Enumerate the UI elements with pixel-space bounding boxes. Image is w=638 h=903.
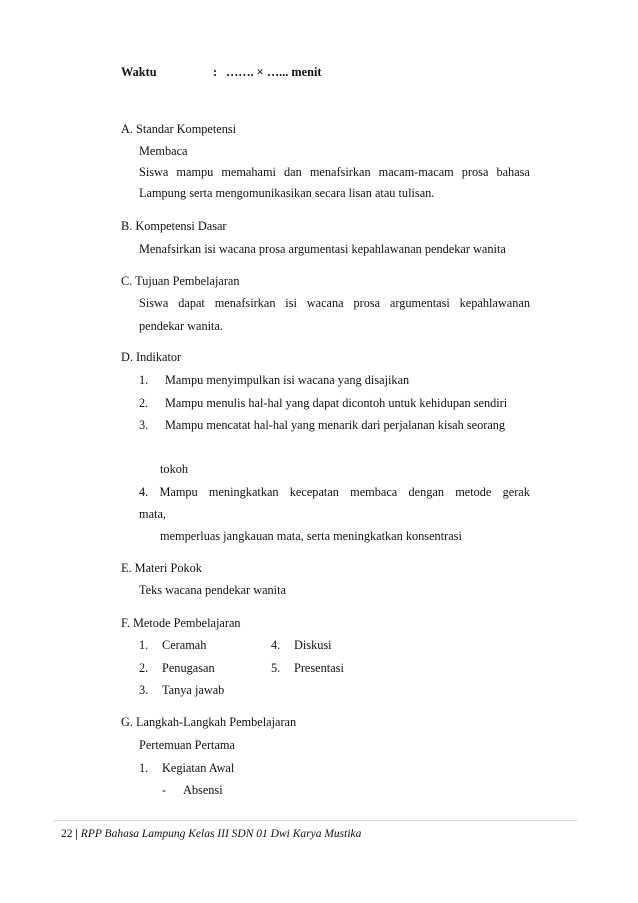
word: bahasa	[496, 165, 530, 179]
section-b-heading: B. Kompetensi Dasar	[121, 219, 227, 233]
section-g-sub: Pertemuan Pertama	[139, 738, 235, 752]
word: membaca	[350, 485, 398, 499]
indicator-1-num: 1.	[139, 373, 149, 387]
section-a-line1: Membaca	[139, 144, 188, 158]
section-e-heading: E. Materi Pokok	[121, 561, 202, 575]
waktu-label: Waktu	[121, 65, 157, 79]
word: isi	[285, 296, 297, 310]
section-g-heading: G. Langkah-Langkah Pembelajaran	[121, 715, 297, 729]
method-3-num: 3.	[139, 683, 149, 697]
section-a-line3: Lampung serta mengomunikasikan secara lisan atau tulisan.	[139, 186, 435, 200]
indicator-3-num: 3.	[139, 418, 149, 432]
section-c-heading: C. Tujuan Pembelajaran	[121, 274, 240, 288]
word: dengan	[408, 485, 444, 499]
step-1-text: Kegiatan Awal	[162, 761, 235, 775]
section-e-line1: Teks wacana pendekar wanita	[139, 583, 286, 597]
footer-divider	[53, 820, 577, 821]
word: dan	[284, 165, 302, 179]
waktu-colon: :	[213, 65, 218, 79]
footer-separator: |	[75, 828, 78, 840]
section-c-line2: pendekar wanita.	[139, 319, 223, 333]
indicator-1-text: Mampu menyimpulkan isi wacana yang disajikan	[165, 373, 410, 387]
method-1-num: 1.	[139, 638, 149, 652]
word: memahami	[221, 165, 276, 179]
indicator-4-cont2: memperluas jangkauan mata, serta meningkatkan konsentrasi	[160, 529, 462, 543]
method-4-num: 4.	[271, 638, 281, 652]
page-number: 22	[61, 828, 73, 840]
indicator-3-cont: tokoh	[160, 462, 189, 476]
section-a-line2	[139, 165, 530, 180]
word: Mampu	[159, 485, 198, 499]
indicator-2-num: 2.	[139, 396, 149, 410]
word: argumentasi	[389, 296, 450, 310]
word: meningkatkan	[208, 485, 279, 499]
word: macam-macam	[378, 165, 454, 179]
method-5-num: 5.	[271, 661, 281, 675]
word: prosa	[461, 165, 489, 179]
word: gerak	[502, 485, 530, 499]
section-a-heading: A. Standar Kompetensi	[121, 122, 237, 136]
word: wacana	[306, 296, 344, 310]
method-2-num: 2.	[139, 661, 149, 675]
footer-title: RPP Bahasa Lampung Kelas III SDN 01 Dwi Karya Mustika	[80, 828, 362, 840]
method-3-text: Tanya jawab	[162, 683, 225, 697]
method-5-text: Presentasi	[294, 661, 344, 675]
word: kepahlawanan	[459, 296, 530, 310]
word: menafsirkan	[309, 165, 371, 179]
word: menafsirkan	[214, 296, 276, 310]
step-1-num: 1.	[139, 761, 149, 775]
word: metode	[455, 485, 492, 499]
page-footer	[61, 828, 361, 840]
absensi-text: Absensi	[183, 783, 223, 797]
section-d-heading: D. Indikator	[121, 350, 182, 364]
method-1-text: Ceramah	[162, 638, 207, 652]
section-b-line1: Menafsirkan isi wacana prosa argumentasi kepahlawanan pendekar wanita	[139, 242, 506, 256]
word: kecepatan	[289, 485, 339, 499]
indicator-3-text: Mampu mencatat hal-hal yang menarik dari perjalanan kisah seorang	[165, 418, 506, 432]
word: 4.	[139, 485, 149, 499]
indicator-4-cont1: mata,	[139, 507, 166, 521]
section-f-heading: F. Metode Pembelajaran	[121, 616, 241, 630]
word: prosa	[353, 296, 381, 310]
bullet-dash: -	[162, 783, 167, 797]
section-c-line1	[139, 296, 530, 311]
word: Siswa	[139, 296, 169, 310]
word: dapat	[178, 296, 205, 310]
word: Siswa	[139, 165, 169, 179]
method-4-text: Diskusi	[294, 638, 332, 652]
method-2-text: Penugasan	[162, 661, 215, 675]
word: mampu	[176, 165, 214, 179]
indicator-4-line	[139, 485, 530, 500]
waktu-value: ……. × …... menit	[226, 65, 322, 79]
indicator-2-text: Mampu menulis hal-hal yang dapat dicontoh untuk kehidupan sendiri	[165, 396, 508, 410]
